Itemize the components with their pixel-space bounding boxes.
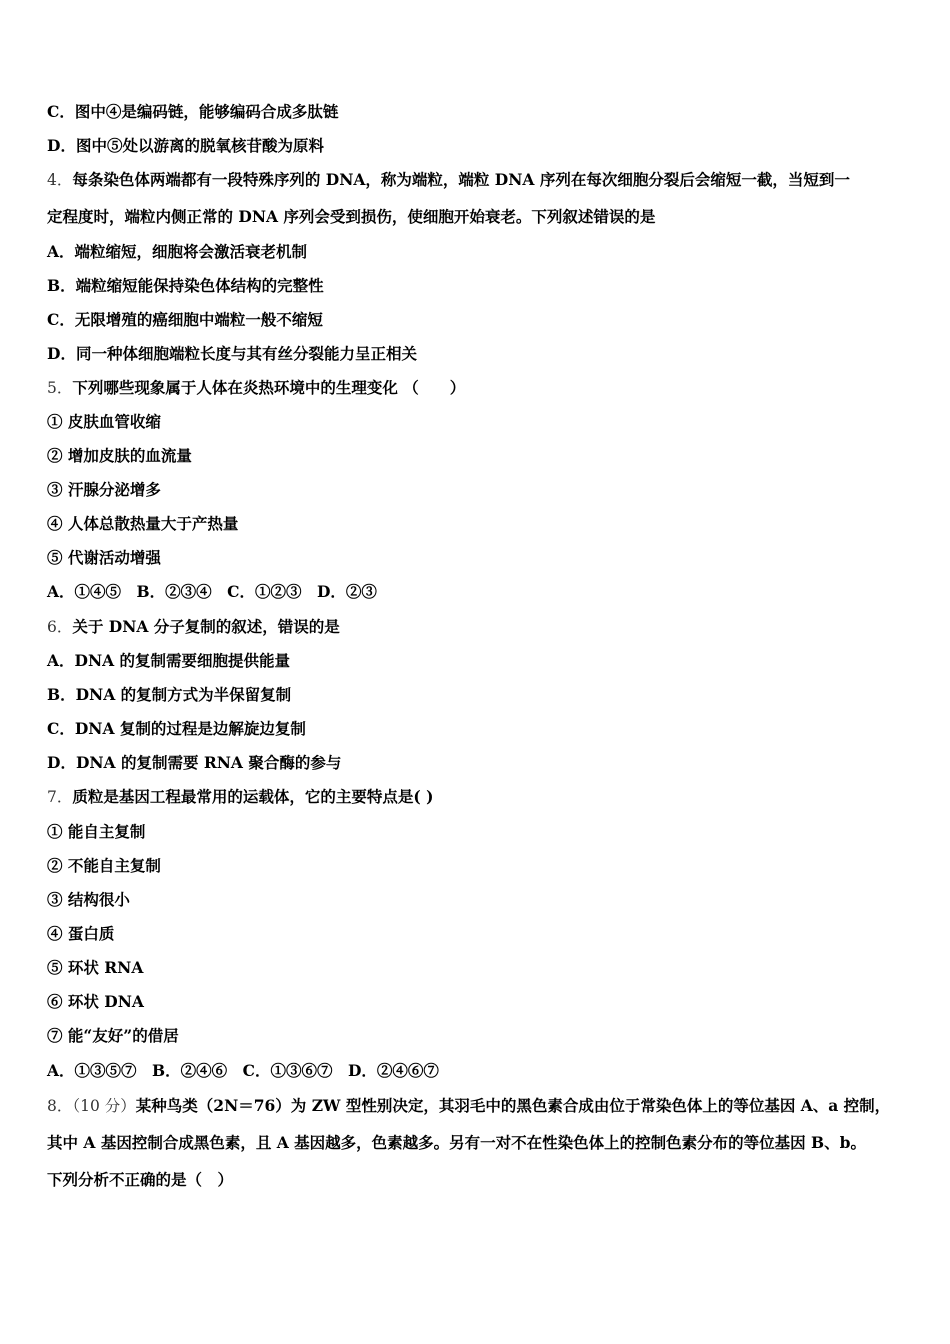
q6-option-a: A．DNA 的复制需要细胞提供能量 [47, 651, 291, 670]
q4-stem-line1 [47, 170, 920, 190]
q4-option-c: C．无限增殖的癌细胞中端粒一般不缩短 [47, 310, 323, 329]
q7-item-6: ⑥ 环状 DNA [47, 992, 144, 1011]
q8-stem-line3: 下列分析不正确的是（ ） [47, 1170, 234, 1189]
q8-stem-text1: 某种鸟类（2N＝76）为 ZW 型性别决定，其羽毛中的黑色素合成由位于常染色体上的等位基因 A、a 控制， [135, 1096, 891, 1115]
q4-option-a: A．端粒缩短，细胞将会激活衰老机制 [47, 242, 308, 261]
q6-option-d: D．DNA 的复制需要 RNA 聚合酶的参与 [47, 753, 342, 772]
q6-option-c: C．DNA 复制的过程是边解旋边复制 [47, 719, 306, 738]
q7-item-2: ② 不能自主复制 [47, 856, 161, 875]
q7-options: A．①③⑤⑦ B．②④⑥ C．①③⑥⑦ D．②④⑥⑦ [47, 1061, 439, 1080]
q8-stem-line1 [47, 1096, 920, 1116]
q8-score: （10 分） [72, 1097, 136, 1115]
q7-number: 7． [47, 788, 73, 806]
q7-item-5: ⑤ 环状 RNA [47, 958, 144, 977]
q5-number: 5． [47, 379, 73, 397]
q3-option-c: C．图中④是编码链，能够编码合成多肽链 [47, 102, 339, 121]
q4-stem-line2: 定程度时，端粒内侧正常的 DNA 序列会受到损伤，使细胞开始衰老。下列叙述错误的是 [47, 207, 656, 226]
q6-option-b: B．DNA 的复制方式为半保留复制 [47, 685, 292, 704]
q5-stem [47, 378, 920, 398]
q7-item-4: ④ 蛋白质 [47, 924, 115, 943]
q5-item-2: ② 增加皮肤的血流量 [47, 446, 192, 465]
q7-stem-text: 质粒是基因工程最常用的运载体，它的主要特点是( ) [72, 787, 434, 806]
q7-item-1: ① 能自主复制 [47, 822, 146, 841]
q5-stem-text: 下列哪些现象属于人体在炎热环境中的生理变化 （ ） [72, 378, 466, 397]
q3-option-d: D．图中⑤处以游离的脱氧核苷酸为原料 [47, 136, 324, 155]
q8-stem-line2: 其中 A 基因控制合成黑色素，且 A 基因越多，色素越多。另有一对不在性染色体上的控制色素分布的等位基因 B、b。 [47, 1133, 866, 1152]
q7-stem [47, 787, 920, 807]
q4-stem-text1: 每条染色体两端都有一段特殊序列的 DNA，称为端粒，端粒 DNA 序列在每次细胞分裂后会缩短一截，当短到一 [72, 170, 850, 189]
q5-item-1: ① 皮肤血管收缩 [47, 412, 161, 431]
q4-number: 4． [47, 171, 73, 189]
q5-item-3: ③ 汗腺分泌增多 [47, 480, 161, 499]
q7-item-7: ⑦ 能“友好”的借居 [47, 1026, 179, 1045]
q5-options: A．①④⑤ B．②③④ C．①②③ D．②③ [47, 582, 377, 601]
q6-stem-text: 关于 DNA 分子复制的叙述，错误的是 [72, 617, 340, 636]
q4-option-b: B．端粒缩短能保持染色体结构的完整性 [47, 276, 324, 295]
q7-item-3: ③ 结构很小 [47, 890, 130, 909]
q5-item-4: ④ 人体总散热量大于产热量 [47, 514, 239, 533]
q4-option-d: D．同一种体细胞端粒长度与其有丝分裂能力呈正相关 [47, 344, 417, 363]
q6-number: 6． [47, 618, 73, 636]
q6-stem [47, 617, 920, 637]
q5-item-5: ⑤ 代谢活动增强 [47, 548, 161, 567]
q8-number: 8． [47, 1097, 73, 1115]
